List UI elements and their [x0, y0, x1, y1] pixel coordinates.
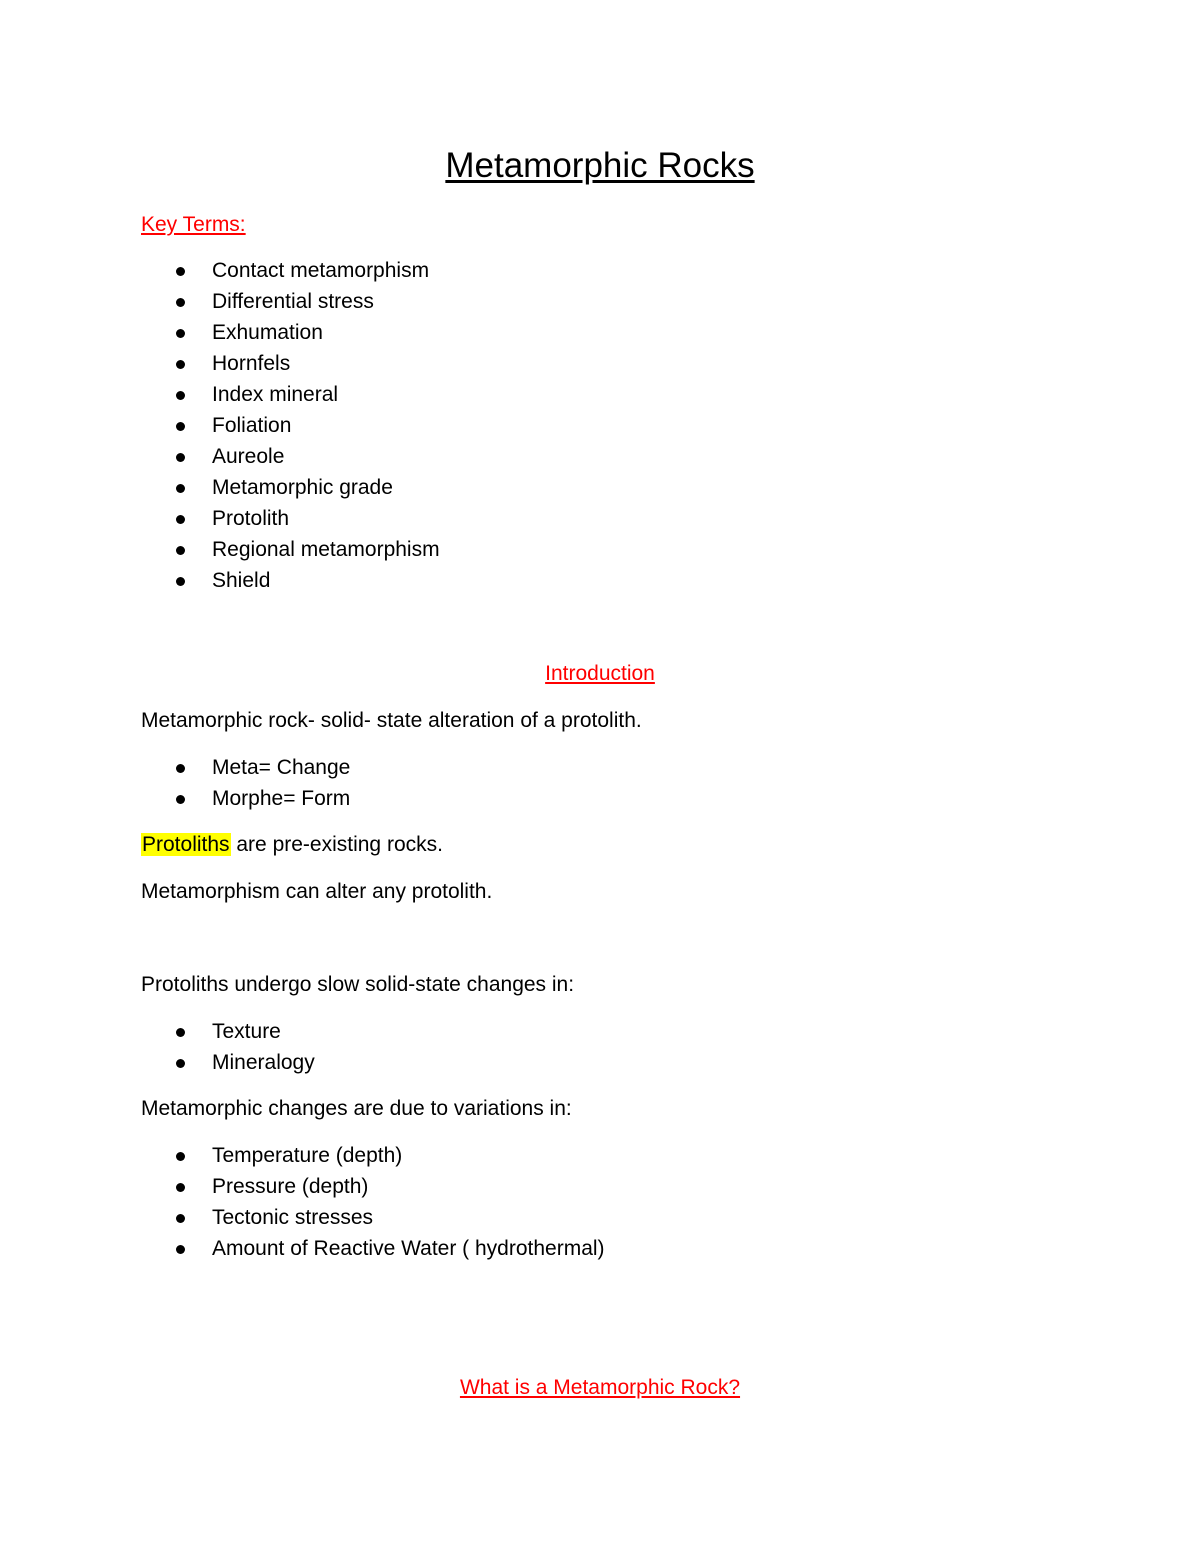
bullet-icon	[176, 1059, 185, 1068]
bullet-icon	[176, 1028, 185, 1037]
protoliths-sentence-rest: are pre-existing rocks.	[230, 833, 443, 856]
bullet-icon	[176, 1183, 185, 1192]
bullet-icon	[176, 484, 185, 493]
introduction-heading: Introduction	[545, 662, 655, 685]
bullet-icon	[176, 422, 185, 431]
bullet-icon	[176, 1245, 185, 1254]
bullet-icon	[176, 515, 185, 524]
changes-intro: Protoliths undergo slow solid-state changes in:	[141, 973, 575, 996]
bullet-icon	[176, 298, 185, 307]
what-is-heading: What is a Metamorphic Rock?	[459, 1376, 741, 1399]
bullet-icon	[176, 1152, 185, 1161]
bullet-icon	[176, 1214, 185, 1223]
protoliths-sentence	[141, 832, 443, 858]
variations-intro: Metamorphic changes are due to variations in:	[141, 1097, 572, 1120]
bullet-icon	[176, 329, 185, 338]
bullet-icon	[176, 546, 185, 555]
bullet-icon	[176, 267, 185, 276]
bullet-icon	[176, 577, 185, 586]
bullet-icon	[176, 360, 185, 369]
bullet-icon	[176, 453, 185, 462]
key-terms-heading: Key Terms:	[141, 213, 246, 236]
bullet-icon	[176, 391, 185, 400]
protoliths-highlight: Protoliths	[142, 833, 230, 856]
page-title: Metamorphic Rocks	[445, 146, 755, 185]
alter-sentence: Metamorphism can alter any protolith.	[141, 880, 493, 903]
bullet-icon	[176, 764, 185, 773]
document-page: Metamorphic Rocks Key Terms: Contact metamorphism Differential stress Exhumation Hornfels Index mineral Foliation Aureole Metamorphic grade Protolith Regional metamorphism Shield Introduction Metamorphic rock- solid- state alteration of a protolith. Meta= Change Morphe= Form Protoliths are pre-existing rocks. Metamorphism can alter any protolith. Protoliths undergo slow solid-state changes in: Texture Mineralogy Metamorphic changes are due to variations in: Temperature (depth) Pressure (depth) Tectonic stresses Amount of Reactive Water ( hydrothermal) What is a Metamorphic Rock?	[0, 0, 1200, 1553]
definition-text: Metamorphic rock- solid- state alteration of a protolith.	[141, 709, 642, 732]
bullet-icon	[176, 795, 185, 804]
